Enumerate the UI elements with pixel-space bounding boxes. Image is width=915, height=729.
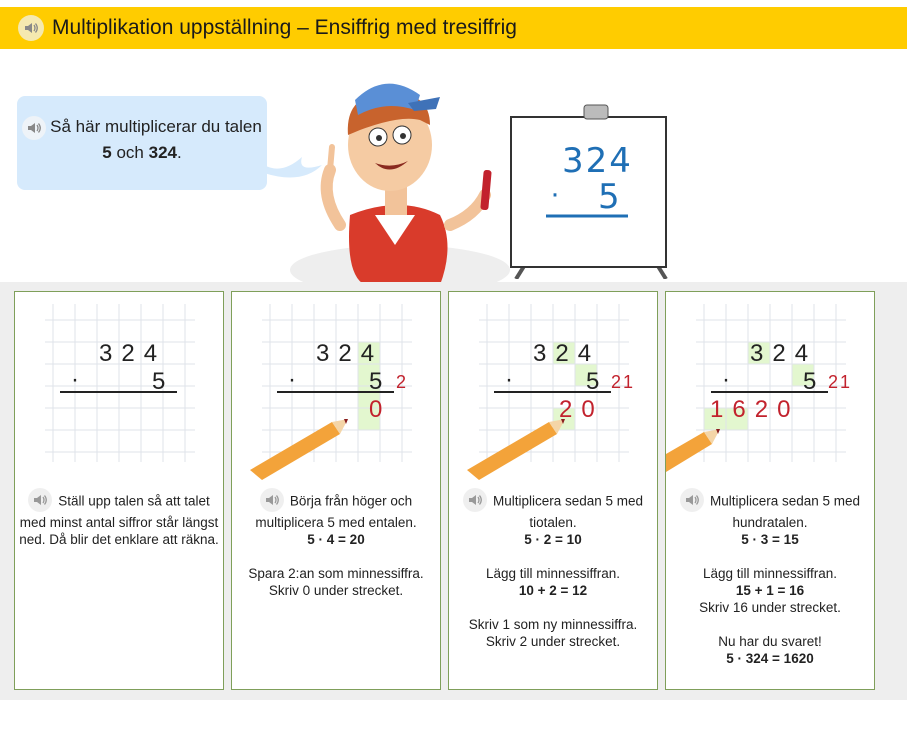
speaker-icon[interactable]	[18, 15, 44, 41]
speech-bubble	[17, 96, 267, 190]
digit: 4	[360, 340, 384, 367]
step-note: Lägg till minnessiffran.	[485, 566, 621, 581]
speaker-icon[interactable]	[260, 488, 284, 512]
grid-bottom-digit: 5	[803, 368, 817, 395]
step-text: Multiplicera sedan 5 med hundratalen.	[709, 493, 861, 530]
bubble-number-5: 5	[102, 142, 112, 162]
grid-dot: ·	[71, 366, 79, 393]
step-1-grid	[15, 292, 223, 482]
bubble-text: Så här multiplicerar du talen	[50, 117, 262, 136]
digit: 2	[555, 340, 578, 367]
step-note: Skriv 16 under strecket.	[699, 600, 841, 615]
step-card-4	[665, 291, 875, 690]
step-card-3	[448, 291, 658, 690]
digit: 2	[121, 340, 144, 367]
bubble-end: .	[176, 142, 182, 162]
board-bottom-number: 5	[598, 177, 620, 217]
step-note: Spara 2:an som minnessiffra.	[248, 566, 424, 581]
speaker-icon[interactable]	[680, 488, 704, 512]
digit: 4	[143, 340, 167, 367]
step-text: Multiplicera sedan 5 med tiotalen.	[492, 493, 644, 530]
title-bar	[0, 7, 907, 49]
digit: 3	[533, 340, 556, 367]
bubble-and: och	[111, 142, 149, 162]
result-digit: 0	[369, 396, 383, 423]
step-formula: 10 + 2 = 12	[518, 583, 588, 598]
grid-dot: ·	[288, 366, 296, 393]
intro-scene	[0, 49, 907, 282]
boy-illustration	[290, 75, 520, 285]
step-2-grid	[232, 292, 440, 482]
final-answer: 5 · 324 = 1620	[726, 651, 814, 666]
speaker-icon[interactable]	[28, 488, 52, 512]
step-note: Lägg till minnessiffran.	[702, 566, 838, 581]
step-formula: 5 · 2 = 10	[524, 532, 582, 547]
result-row	[710, 396, 799, 424]
speaker-icon[interactable]	[22, 116, 46, 140]
grid-top-row	[533, 340, 600, 368]
digit: 3	[99, 340, 122, 367]
grid-top-row	[316, 340, 383, 368]
carry-digits: 21	[828, 372, 853, 392]
step-text: Börja från höger och multiplicera 5 med entalen.	[255, 493, 417, 530]
bubble-number-324: 324	[148, 142, 177, 162]
step-formula: 5 · 4 = 20	[307, 532, 365, 547]
board-top-number: 324	[562, 141, 633, 181]
carry-digit: 2	[396, 372, 407, 392]
step-2-text	[236, 490, 436, 599]
step-card-1	[14, 291, 224, 690]
result-digit: 6	[732, 396, 755, 423]
step-note: Skriv 1 som ny minnessiffra.	[468, 617, 638, 632]
step-formula: 5 · 3 = 15	[741, 532, 799, 547]
step-1-text	[19, 490, 219, 548]
digit: 2	[772, 340, 795, 367]
grid-bottom-digit: 5	[369, 368, 383, 395]
result-digit: 0	[777, 396, 800, 423]
digit: 4	[794, 340, 818, 367]
step-formula: 15 + 1 = 16	[735, 583, 805, 598]
speaker-icon[interactable]	[463, 488, 487, 512]
step-note: Skriv 2 under strecket.	[485, 634, 621, 649]
step-text: Ställ upp talen så att talet med minst antal siffror står längst ned. Då blir det enklare att räkna.	[19, 493, 219, 547]
result-digit: 2	[559, 396, 582, 423]
grid-dot: ·	[505, 366, 513, 393]
grid-top-row	[99, 340, 166, 368]
result-digit: 1	[710, 396, 733, 423]
grid-dot: ·	[722, 366, 730, 393]
grid-bottom-digit: 5	[152, 368, 166, 395]
digit: 3	[750, 340, 773, 367]
digit: 2	[338, 340, 361, 367]
digit: 4	[577, 340, 601, 367]
result-digit: 0	[581, 396, 604, 423]
step-card-2	[231, 291, 441, 690]
step-3-text	[453, 490, 653, 650]
result-digit: 2	[754, 396, 778, 423]
steps-area	[0, 282, 907, 700]
page-title: Multiplikation uppställning – Ensiffrig med tresiffrig	[52, 16, 517, 39]
whiteboard	[506, 103, 676, 279]
grid-top-row	[750, 340, 817, 368]
carry-digits: 21	[611, 372, 636, 392]
result-row	[559, 396, 604, 424]
step-note: Skriv 0 under strecket.	[268, 583, 404, 598]
digit: 3	[316, 340, 339, 367]
final-note: Nu har du svaret!	[718, 634, 822, 649]
grid-bottom-digit: 5	[586, 368, 600, 395]
step-4-text	[670, 490, 870, 667]
board-dot: ·	[550, 177, 560, 210]
